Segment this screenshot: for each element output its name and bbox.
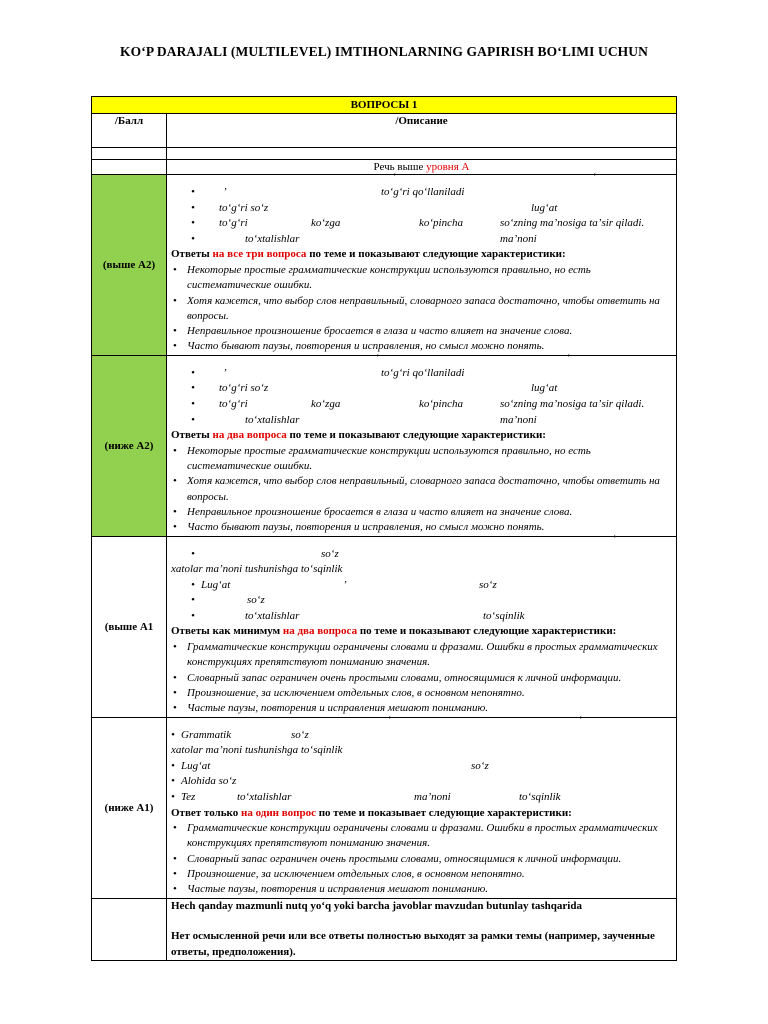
final-row [92, 898, 677, 961]
rule-highlight: на все три вопроса [212, 248, 307, 261]
bullet: • [191, 594, 195, 607]
bullet: • [171, 728, 175, 741]
tick-mark: ʻ [593, 172, 597, 183]
uz-text: toʻgʻri qoʻllaniladi [381, 186, 465, 198]
uz-line [171, 201, 672, 217]
band-row [92, 536, 677, 717]
bullet: • [191, 232, 195, 245]
rule-suffix: по теме и показывают следующие характеристики: [286, 429, 546, 442]
final-description [167, 898, 677, 961]
band-description [167, 533, 677, 717]
criteria-item: • Грамматические конструкции ограничены словами и фразами. Ошибки в простых грамматических конструкциях препятствуют пониманию значения. [171, 640, 672, 671]
bullet: • [191, 413, 195, 426]
uz-text: soʻz [247, 594, 265, 607]
bullet: • [191, 201, 195, 214]
level-title-level: уровня А [426, 161, 470, 173]
uz-line [171, 578, 672, 594]
uz-text: soʻzning maʼnosiga taʼsir qiladi. [500, 397, 645, 410]
spacer-row [92, 148, 677, 160]
tick-marks [171, 352, 672, 366]
uz-text: xatolar maʼnoni tushunishga toʻsqinlik [171, 744, 343, 757]
band-rule [171, 624, 672, 640]
rule-prefix: Ответы [171, 248, 213, 261]
bullet: • [191, 547, 195, 560]
level-title-row [92, 160, 677, 175]
uz-text: toʻsqinlik [519, 790, 561, 803]
criteria-item: • Хотя кажется, что выбор слов неправильный, словарного запаса достаточно, чтобы ответить на вопросы. [171, 474, 672, 505]
rule-highlight: на два вопроса [282, 625, 358, 638]
uz-text: koʻpincha [419, 397, 463, 410]
uz-text: soʻz [471, 759, 489, 772]
band-score: (ниже А1) [92, 717, 167, 898]
criteria-item: • Произношение, за исключением отдельных слов, в основном непонятно. [171, 867, 672, 882]
criteria-item: • Часто бывают паузы, повторения и исправления, но смысл можно понять. [171, 520, 672, 535]
criteria-item: • Произношение, за исключением отдельных слов, в основном непонятно. [171, 686, 672, 701]
apostrophe: ʼ [223, 366, 227, 379]
uz-line [171, 381, 672, 397]
uz-text: koʻzga [311, 397, 341, 410]
band-rule [171, 247, 672, 263]
criteria-item: • Некоторые простые грамматические конструкции используются правильно, но есть систематические ошибки. [171, 263, 672, 294]
column-header-row [92, 114, 677, 148]
uz-line [171, 774, 672, 790]
rule-prefix: Ответ только [171, 806, 241, 819]
uz-text: soʻz [479, 578, 497, 591]
band-description [167, 172, 677, 356]
uz-line [171, 743, 672, 759]
rule-prefix: Ответы как минимум [171, 625, 283, 638]
tick-marks [171, 533, 672, 547]
rule-highlight: на один вопрос [240, 806, 316, 819]
uz-text: maʼnoni [500, 232, 537, 245]
uz-text: toʻgʻri [219, 217, 248, 230]
level-title-prefix: Речь выше [373, 161, 427, 173]
band-row [92, 355, 677, 536]
tick-mark: ʻ [567, 352, 571, 364]
tick-marks [171, 172, 672, 185]
uz-text: toʻsqinlik [483, 609, 525, 622]
uz-text: soʻz [321, 547, 339, 560]
uz-text: toʻxtalishlar [245, 232, 300, 245]
score-column-header: /Балл [92, 114, 167, 148]
uz-line [171, 232, 672, 248]
band-row [92, 175, 677, 356]
uz-text: xatolar maʼnoni tushunishga toʻsqinlik [171, 563, 343, 576]
uz-line [171, 728, 672, 744]
band-score: (ниже А2) [92, 355, 167, 536]
tick-mark: ʻ [613, 533, 617, 545]
tick-mark: ʻ [393, 172, 397, 183]
uz-text: maʼnoni [500, 413, 537, 426]
uz-text: maʼnoni [414, 790, 451, 803]
final-uz-text: Hech qanday mazmunli nutq yoʻq yoki barcha javoblar mavzudan butunlay tashqarida [171, 899, 582, 912]
uz-line [171, 397, 672, 413]
band-rule [171, 806, 672, 822]
uz-text: toʻgʻri soʻz [219, 382, 269, 395]
tick-mark: ʻ [579, 714, 583, 726]
uz-line [171, 216, 672, 232]
criteria-item: • Неправильное произношение бросается в глаза и часто влияет на значение слова. [171, 324, 672, 339]
criteria-item: • Хотя кажется, что выбор слов неправильный, словарного запаса достаточно, чтобы ответить на вопросы. [171, 294, 672, 325]
uz-line [171, 547, 672, 563]
uz-text: Tez [181, 790, 196, 803]
uz-text: soʻz [291, 728, 309, 741]
apostrophe: ʼ [223, 186, 227, 198]
band-score: (выше А2) [92, 175, 167, 356]
band-rule [171, 428, 672, 444]
criteria-item: • Некоторые простые грамматические конструкции используются правильно, но есть систематические ошибки. [171, 444, 672, 475]
uz-line [171, 593, 672, 609]
bullet: • [191, 609, 195, 622]
rule-suffix: по теме и показывают следующие характеристики: [357, 625, 617, 638]
criteria-item: • Неправильное произношение бросается в глаза и часто влияет на значение слова. [171, 505, 672, 520]
criteria-item: • Словарный запас ограничен очень простыми словами, относящимися к личной информации. [171, 852, 672, 867]
uz-line [171, 366, 672, 382]
uz-text: Lugʻat [181, 759, 211, 772]
uz-text: koʻzga [311, 217, 341, 230]
bullet: • [171, 759, 175, 772]
criteria-item: • Часто бывают паузы, повторения и исправления, но смысл можно понять. [171, 339, 672, 354]
uz-text: toʻgʻri qoʻllaniladi [381, 366, 465, 379]
bullet: • [171, 775, 175, 788]
uz-line [171, 790, 672, 806]
uz-text: toʻgʻri soʻz [219, 201, 269, 214]
uz-text: toʻxtalishlar [245, 413, 300, 426]
description-column-header: /Описание [167, 114, 677, 148]
document-title: KOʻP DARAJALI (MULTILEVEL) IMTIHONLARNING GAPIRISH BOʻLIMI UCHUN [120, 44, 648, 59]
spacer-cell [92, 148, 167, 160]
final-ru-text: Нет осмысленной речи или все ответы полностью выходят за рамки темы (например, заученные ответы, предположения). [171, 930, 655, 958]
bullet: • [191, 382, 195, 395]
uz-text: soʻzning maʼnosiga taʼsir qiladi. [500, 217, 645, 230]
rubric-table [91, 96, 677, 961]
uz-text: koʻpincha [419, 217, 463, 230]
bullet: • [191, 366, 195, 379]
apostrophe: ʼ [343, 578, 347, 591]
criteria-item: • Словарный запас ограничен очень простыми словами, относящимися к личной информации. [171, 671, 672, 686]
band-description [167, 352, 677, 536]
empty-score-cell [92, 160, 167, 175]
tick-mark: ʻ [388, 714, 392, 726]
section-header: ВОПРОСЫ 1 [92, 97, 677, 114]
uz-text: Grammatik [181, 728, 232, 741]
criteria-item: • Грамматические конструкции ограничены словами и фразами. Ошибки в простых грамматических конструкциях препятствуют пониманию значения. [171, 821, 672, 852]
uz-text: lugʻat [531, 382, 558, 395]
uz-line [171, 562, 672, 578]
uz-text: toʻxtalishlar [245, 609, 300, 622]
criteria-item: • Частые паузы, повторения и исправления мешают пониманию. [171, 882, 672, 897]
level-title [167, 160, 677, 175]
rule-highlight: на два вопроса [212, 429, 287, 442]
tick-mark: ʻ [376, 352, 380, 364]
uz-text: toʻxtalishlar [237, 790, 292, 803]
tick-marks [171, 714, 672, 728]
band-score: (выше А1 [92, 536, 167, 717]
section-header-row [92, 97, 677, 114]
criteria-item: • Частые паузы, повторения и исправления мешают пониманию. [171, 701, 672, 716]
uz-line [171, 413, 672, 429]
uz-text: toʻgʻri [219, 397, 248, 410]
bullet: • [191, 217, 195, 230]
uz-text: Lugʻat [201, 578, 231, 591]
band-row [92, 717, 677, 898]
bullet: • [171, 790, 175, 803]
uz-text: Alohida soʻz [181, 775, 237, 788]
band-description [167, 714, 677, 898]
rule-suffix: по теме и показывают следующие характеристики: [306, 248, 566, 261]
uz-line [171, 185, 672, 201]
rule-suffix: по теме и показывает следующие характеристики: [315, 806, 572, 819]
spacer-cell [167, 148, 677, 160]
uz-line [171, 759, 672, 775]
uz-text: lugʻat [531, 201, 558, 214]
bullet: • [191, 397, 195, 410]
rule-prefix: Ответы [171, 429, 213, 442]
uz-line [171, 609, 672, 625]
bullet: • [191, 578, 195, 591]
empty-score-cell [92, 898, 167, 961]
bullet: • [191, 186, 195, 198]
